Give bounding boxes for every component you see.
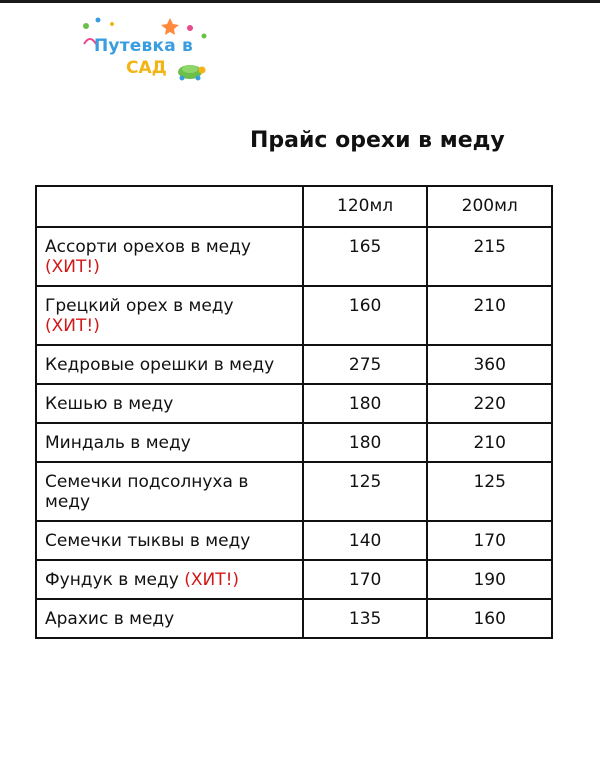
product-name-cell [36,345,303,384]
table-row [36,560,552,599]
product-name: Кешью в меду [45,394,174,414]
table-row [36,384,552,423]
product-name: Грецкий орех в меду [45,296,234,316]
table-row [36,462,552,521]
price-200ml: 190 [427,560,552,599]
table-header-row [36,186,552,227]
top-border-line [0,0,600,3]
header-cell-name [36,186,303,227]
price-200ml: 125 [427,462,552,521]
page-title: Прайс орехи в меду [250,128,505,153]
logo-text-line1: Путевка в [94,36,193,56]
product-name-cell [36,286,303,345]
product-name: Ассорти орехов в меду [45,237,251,257]
price-120ml: 160 [303,286,428,345]
product-name-cell [36,560,303,599]
hit-label: (ХИТ!) [45,316,100,336]
table-row [36,521,552,560]
product-name: Кедровые орешки в меду [45,355,275,375]
product-name-cell [36,599,303,638]
price-200ml: 360 [427,345,552,384]
table-row [36,345,552,384]
price-200ml: 215 [427,227,552,286]
price-table [35,185,553,639]
price-200ml: 210 [427,423,552,462]
price-200ml: 170 [427,521,552,560]
product-name-cell [36,521,303,560]
price-120ml: 165 [303,227,428,286]
product-name-cell [36,227,303,286]
table-row [36,423,552,462]
product-name: Миндаль в меду [45,433,191,453]
product-name-cell [36,384,303,423]
product-name: Семечки подсолнуха в меду [45,472,249,512]
price-120ml: 275 [303,345,428,384]
table-row [36,227,552,286]
price-200ml: 160 [427,599,552,638]
product-name: Арахис в меду [45,609,175,629]
table-row [36,286,552,345]
hit-label: (ХИТ!) [45,257,100,277]
price-120ml: 180 [303,384,428,423]
price-200ml: 210 [427,286,552,345]
logo-text-line2: САД [126,58,167,78]
hit-label: (ХИТ!) [184,570,240,590]
price-120ml: 125 [303,462,428,521]
product-name: Фундук в меду [45,570,179,590]
product-name-cell [36,423,303,462]
price-120ml: 180 [303,423,428,462]
price-120ml: 135 [303,599,428,638]
price-200ml: 220 [427,384,552,423]
table-row [36,599,552,638]
price-120ml: 140 [303,521,428,560]
price-120ml: 170 [303,560,428,599]
header-cell-120ml: 120мл [303,186,428,227]
product-name-cell [36,462,303,521]
header-cell-200ml: 200мл [427,186,552,227]
logo [78,14,218,84]
product-name: Семечки тыквы в меду [45,531,251,551]
